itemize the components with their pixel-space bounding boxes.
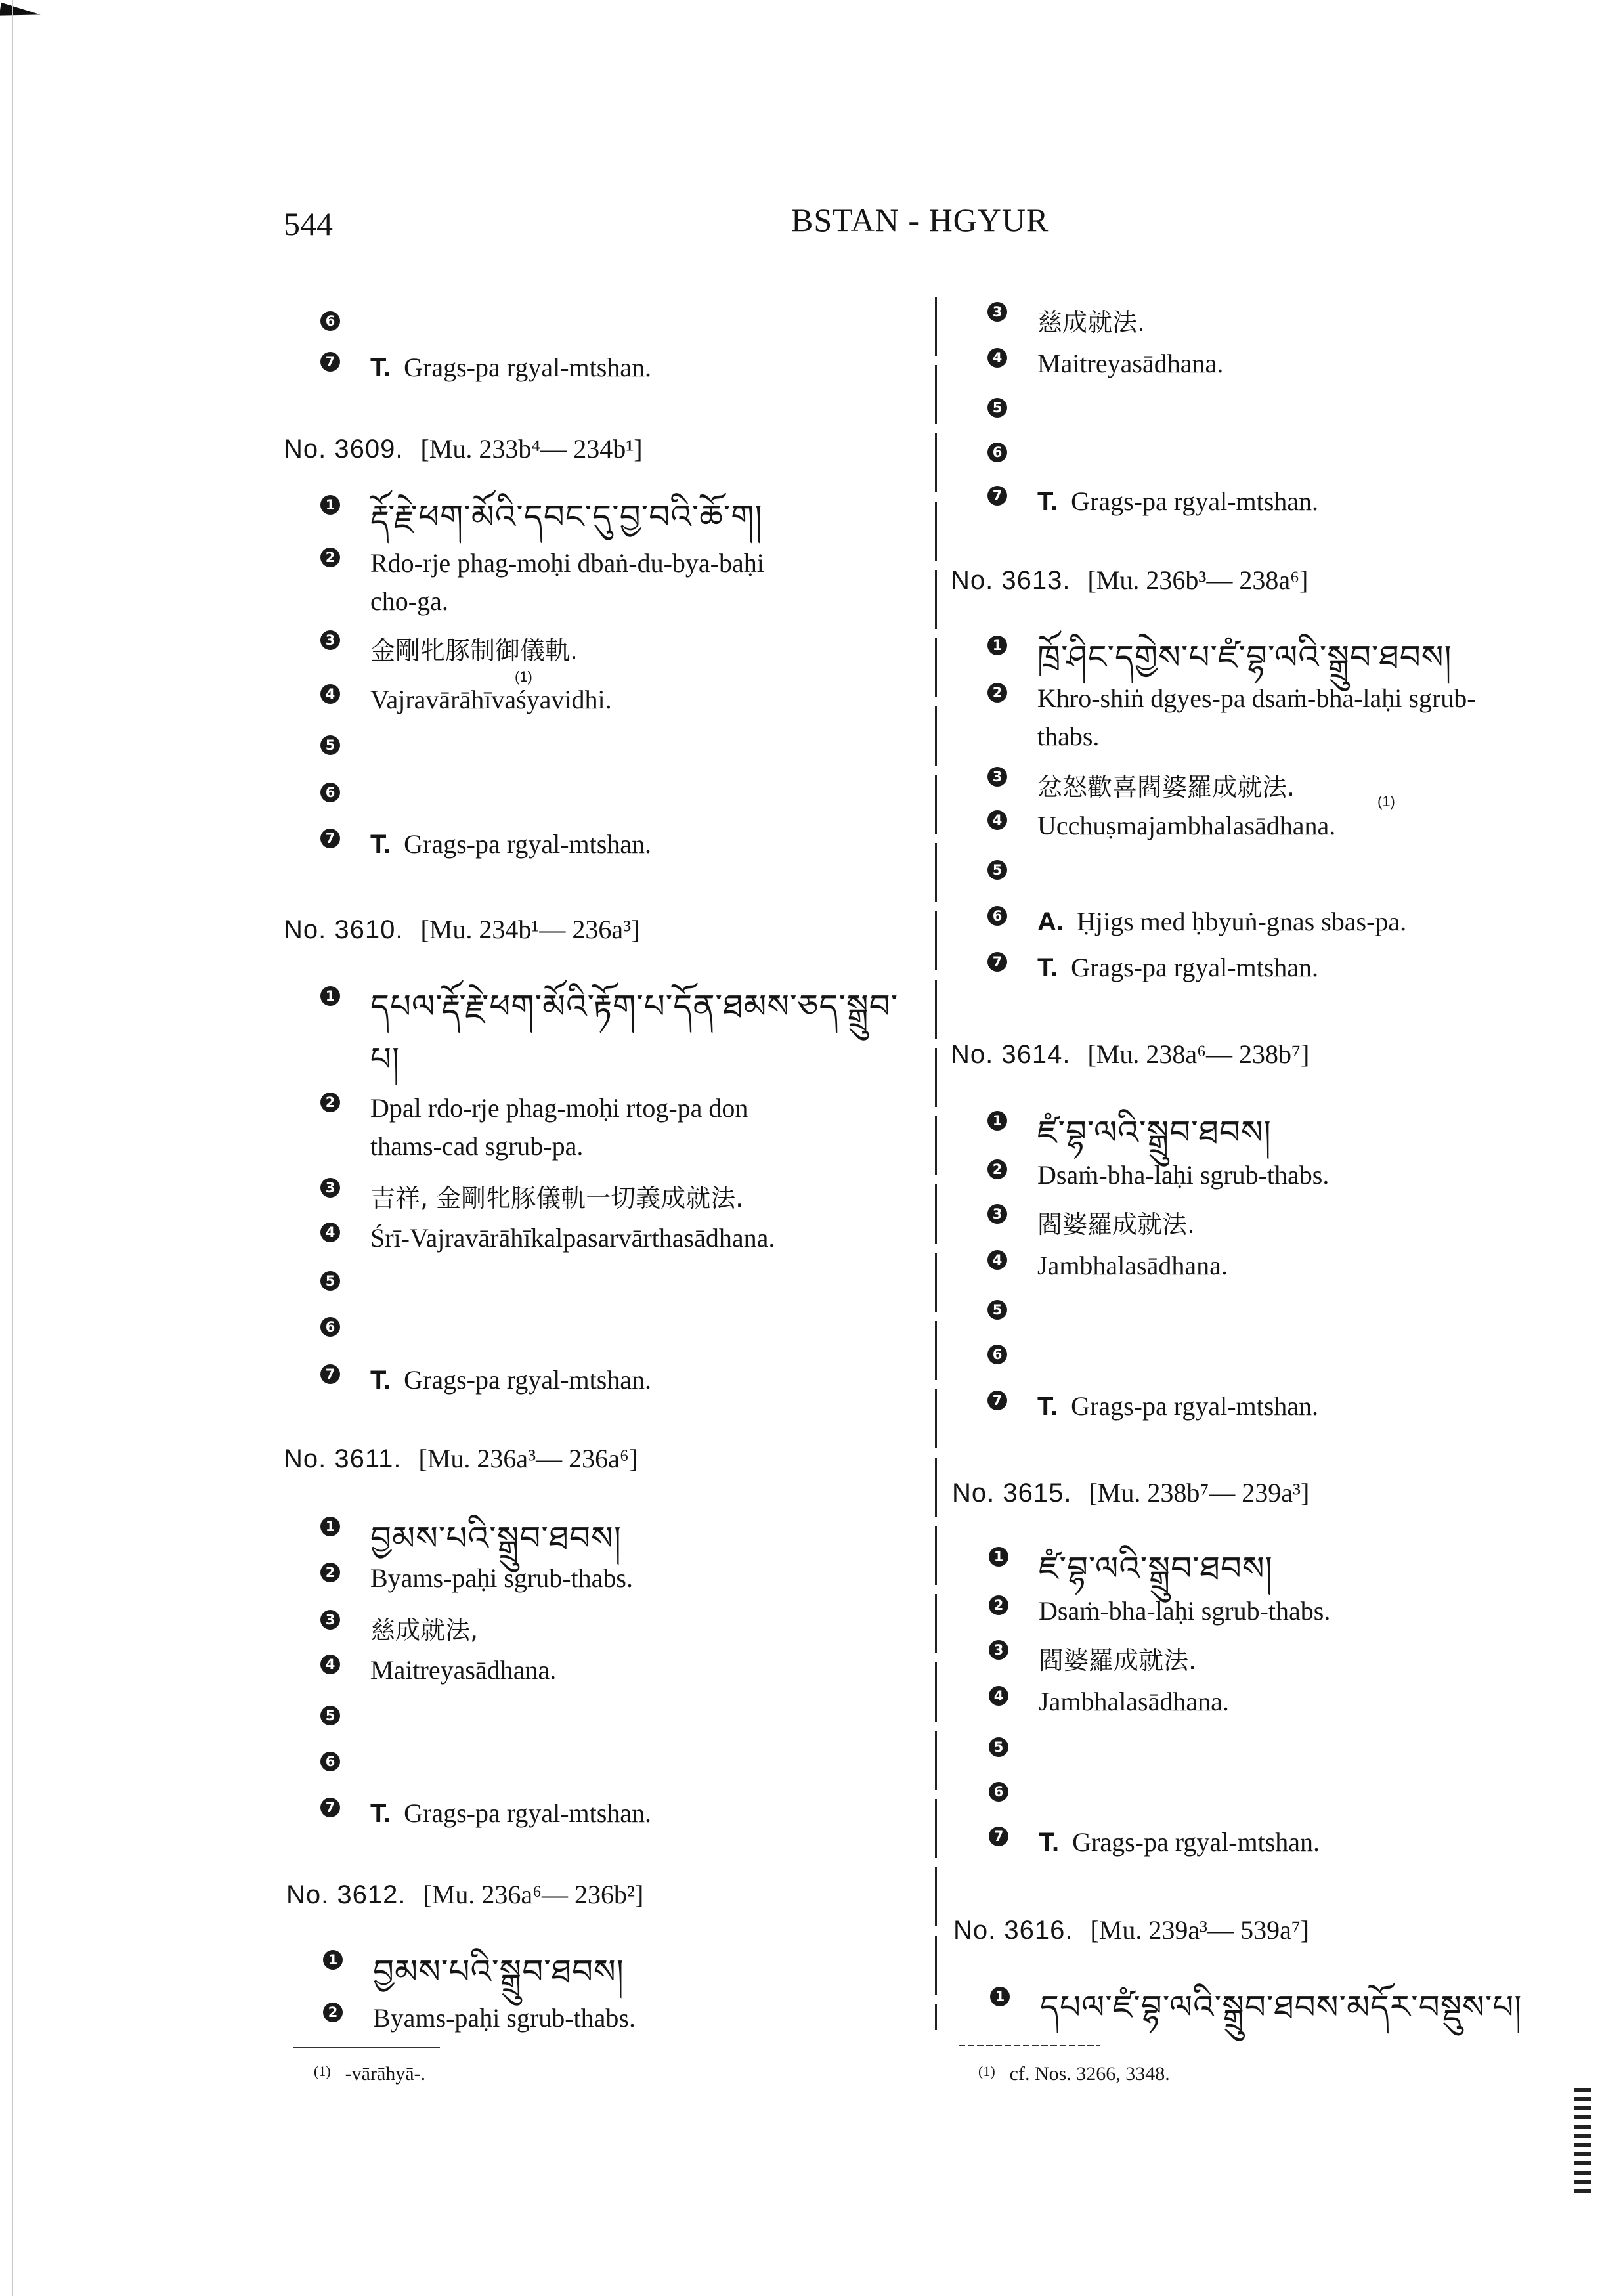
marker-icon: 2 — [989, 1595, 1008, 1615]
marker-icon: 7 — [987, 1391, 1007, 1410]
column-divider — [935, 297, 937, 2030]
chinese-title: 吉祥, 金剛牝豚儀軌一切義成就法. — [370, 1184, 744, 1213]
entry-heading — [284, 433, 643, 464]
wylie-title: Dpal rdo-rje phag-moḥi rtog-pa don — [370, 1093, 748, 1123]
tibetan-title: དཔལ་རྡོ་རྗེ་ཕག་མོའི་རྟོག་པ་དོན་ཐམས་ཅད་སྒྲུབ་ — [370, 987, 899, 1026]
marker-icon: 6 — [989, 1782, 1008, 1802]
entry-reference: [Mu. 238b⁷— 239a³] — [1089, 1478, 1310, 1507]
wylie-title: Byams-paḥi sgrub-thabs. — [373, 2003, 636, 2033]
marker-icon: 2 — [320, 1093, 340, 1112]
marker-icon: 6 — [987, 1345, 1007, 1364]
marker-icon: 6 — [987, 443, 1007, 462]
chinese-title: 閻婆羅成就法. — [1037, 1210, 1196, 1239]
translator-name: Grags-pa rgyal-mtshan. — [1071, 487, 1319, 516]
chinese-title: 慈成就法. — [1037, 308, 1146, 337]
entry-heading — [951, 1039, 1309, 1070]
sanskrit-title: Maitreyasādhana. — [370, 1655, 557, 1685]
chinese-title: 閻婆羅成就法. — [1039, 1646, 1197, 1675]
wylie-title-cont: thams-cad sgrub-pa. — [370, 1131, 584, 1161]
entry-number: No. 3615. — [952, 1479, 1072, 1507]
tibetan-title-cont: པ། — [370, 1040, 400, 1078]
marker-icon: 6 — [320, 783, 340, 802]
chinese-title: 慈成就法, — [370, 1616, 479, 1645]
marker-icon: 1 — [987, 1111, 1007, 1131]
footnote-text: cf. Nos. 3266, 3348. — [1009, 2063, 1170, 2085]
entry-heading — [953, 1915, 1309, 1945]
marker-icon: 7 — [987, 486, 1007, 506]
translator-name: Grags-pa rgyal-mtshan. — [1072, 1827, 1320, 1857]
footnote-text: -vārāhyā-. — [345, 2063, 426, 2085]
entry-reference: [Mu. 238a⁶— 238b⁷] — [1087, 1039, 1310, 1069]
translator-label: T. — [1037, 487, 1058, 516]
translator-label: T. — [1037, 953, 1058, 982]
author-label: A. — [1037, 907, 1064, 936]
marker-icon: 1 — [989, 1547, 1008, 1567]
binding-edge — [12, 0, 13, 2296]
entry-reference: [Mu. 236b³— 238a⁶] — [1087, 565, 1309, 595]
marker-icon: 7 — [320, 829, 340, 848]
translator-name: Grags-pa rgyal-mtshan. — [404, 353, 652, 382]
tibetan-title: རྡོ་རྗེ་ཕག་མོའི་དབང་དུ་བྱ་བའི་ཆོ་ག། — [370, 498, 763, 536]
marker-icon: 4 — [320, 1655, 340, 1674]
tibetan-title: ཛཾ་བྷ་ལའི་སྒྲུབ་ཐབས། — [1037, 1114, 1272, 1152]
translator-label: T. — [370, 353, 391, 382]
tibetan-title: བྱམས་པའི་སྒྲུབ་ཐབས། — [370, 1519, 622, 1557]
tibetan-title: དཔལ་ཛཾ་བྷ་ལའི་སྒྲུབ་ཐབས་མདོར་བསྡུས་པ། — [1040, 1988, 1523, 2026]
marker-icon: 1 — [323, 1950, 343, 1970]
sanskrit-title: Jambhalasādhana. — [1039, 1687, 1229, 1716]
marker-icon: 5 — [987, 860, 1007, 880]
wylie-title-cont: cho-ga. — [370, 586, 448, 616]
translator-label: T. — [370, 1366, 391, 1395]
marker-icon: 6 — [320, 311, 340, 331]
marker-icon: 5 — [989, 1737, 1008, 1757]
translator-name: Grags-pa rgyal-mtshan. — [404, 829, 652, 859]
translator-label: T. — [1039, 1828, 1060, 1857]
entry-reference: [Mu. 233b⁴— 234b¹] — [420, 434, 643, 464]
running-head: BSTAN - HGYUR — [791, 202, 1049, 238]
wylie-title: Khro-shiṅ dgyes-pa dsaṁ-bha-laḥi sgrub- — [1037, 683, 1476, 713]
footnote — [314, 2063, 425, 2085]
translator-name: Grags-pa rgyal-mtshan. — [1071, 1391, 1319, 1421]
wylie-title: Byams-paḥi sgrub-thabs. — [370, 1563, 633, 1593]
entry-number: No. 3616. — [953, 1916, 1073, 1945]
entry-reference: [Mu. 236a³— 236a⁶] — [418, 1444, 638, 1473]
marker-icon: 4 — [987, 810, 1007, 830]
footnote-rule — [959, 2045, 1100, 2046]
marker-icon: 7 — [320, 1798, 340, 1817]
sanskrit-title: Maitreyasādhana. — [1037, 349, 1224, 378]
marker-icon: 2 — [320, 548, 340, 567]
marker-icon: 7 — [989, 1827, 1008, 1846]
page-corner-mark — [0, 3, 41, 21]
entry-heading — [284, 914, 639, 945]
author-name: Ḥjigs med ḥbyuṅ-gnas sbas-pa. — [1077, 907, 1407, 936]
marker-icon: 3 — [987, 767, 1007, 787]
chinese-title: 忿怒歡喜閻婆羅成就法. — [1037, 773, 1295, 802]
marker-icon: 1 — [987, 636, 1007, 655]
marker-icon: 5 — [320, 1706, 340, 1725]
marker-icon: 5 — [320, 735, 340, 755]
translator-name: Grags-pa rgyal-mtshan. — [404, 1365, 652, 1395]
marker-icon: 6 — [987, 906, 1007, 926]
marker-icon: 3 — [987, 302, 1007, 322]
marker-icon: 2 — [323, 2003, 343, 2022]
entry-heading — [952, 1477, 1309, 1508]
marker-icon: 4 — [987, 1250, 1007, 1270]
page-number: 544 — [284, 206, 333, 242]
tibetan-title: བྱམས་པའི་སྒྲུབ་ཐབས། — [373, 1953, 624, 1991]
marker-icon: 2 — [987, 1159, 1007, 1179]
marker-icon: 5 — [987, 1300, 1007, 1320]
translator-label: T. — [370, 1799, 391, 1828]
marker-icon: 5 — [987, 398, 1007, 418]
tibetan-title: ཛཾ་བྷ་ལའི་སྒྲུབ་ཐབས། — [1039, 1549, 1273, 1588]
footnote-number: (1) — [314, 2063, 331, 2079]
marker-icon: 7 — [320, 352, 340, 372]
tibetan-title: ཁྲོ་ཤིང་དགྱེས་པ་ཛཾ་བྷ་ལའི་སྒྲུབ་ཐབས། — [1037, 638, 1452, 676]
entry-number: No. 3614. — [951, 1040, 1071, 1069]
wylie-title: Rdo-rje phag-moḥi dbaṅ-du-bya-baḥi — [370, 548, 764, 578]
footnote-rule — [293, 2047, 440, 2048]
wylie-title-cont: thabs. — [1037, 722, 1100, 751]
entry-number: No. 3610. — [284, 915, 404, 944]
marker-icon: 4 — [989, 1686, 1008, 1706]
marker-icon: 2 — [987, 683, 1007, 703]
sanskrit-title: Śrī-Vajravārāhīkalpasarvārthasādhana. — [370, 1223, 775, 1253]
footnote-ref: (1) — [515, 668, 532, 685]
entry-number: No. 3612. — [286, 1880, 406, 1909]
marker-icon: 3 — [989, 1640, 1008, 1660]
marker-icon: 3 — [320, 1610, 340, 1630]
marker-icon: 3 — [987, 1204, 1007, 1224]
entry-number: No. 3609. — [284, 435, 404, 464]
marker-icon: 4 — [320, 1223, 340, 1242]
footnote-number: (1) — [978, 2063, 995, 2079]
scan-artifact — [1574, 2088, 1591, 2193]
translator-label: T. — [370, 830, 391, 859]
marker-icon: 1 — [320, 1517, 340, 1536]
footnote — [978, 2063, 1170, 2085]
entry-reference: [Mu. 234b¹— 236a³] — [420, 915, 640, 944]
marker-icon: 1 — [990, 1987, 1010, 2006]
sanskrit-title: Vajravārāhīvaśyavidhi. — [370, 685, 612, 714]
entry-heading — [286, 1879, 643, 1910]
entry-heading — [284, 1443, 638, 1474]
marker-icon: 7 — [320, 1364, 340, 1384]
marker-icon: 7 — [987, 952, 1007, 972]
wylie-title: Dsaṁ-bha-laḥi sgrub-thabs. — [1039, 1596, 1331, 1626]
marker-icon: 5 — [320, 1271, 340, 1291]
marker-icon: 6 — [320, 1752, 340, 1771]
marker-icon: 6 — [320, 1317, 340, 1337]
sanskrit-title: Jambhalasādhana. — [1037, 1251, 1228, 1280]
marker-icon: 4 — [987, 348, 1007, 368]
marker-icon: 2 — [320, 1563, 340, 1582]
wylie-title: Dsaṁ-bha-laḥi sgrub-thabs. — [1037, 1160, 1330, 1190]
marker-icon: 1 — [320, 986, 340, 1006]
sanskrit-title: Ucchuṣmajambhalasādhana. — [1037, 811, 1336, 840]
footnote-ref: (1) — [1377, 793, 1395, 810]
entry-reference: [Mu. 239a³— 539a⁷] — [1090, 1915, 1310, 1945]
translator-name: Grags-pa rgyal-mtshan. — [404, 1798, 652, 1828]
entry-heading — [951, 565, 1308, 596]
marker-icon: 3 — [320, 630, 340, 650]
entry-number: No. 3613. — [951, 566, 1071, 595]
translator-label: T. — [1037, 1392, 1058, 1421]
translator-name: Grags-pa rgyal-mtshan. — [1071, 953, 1319, 982]
entry-reference: [Mu. 236a⁶— 236b²] — [423, 1880, 644, 1909]
marker-icon: 4 — [320, 684, 340, 704]
chinese-title: 金剛牝豚制御儀軌. — [370, 636, 578, 665]
entry-number: No. 3611. — [284, 1444, 402, 1473]
marker-icon: 3 — [320, 1178, 340, 1198]
marker-icon: 1 — [320, 495, 340, 515]
